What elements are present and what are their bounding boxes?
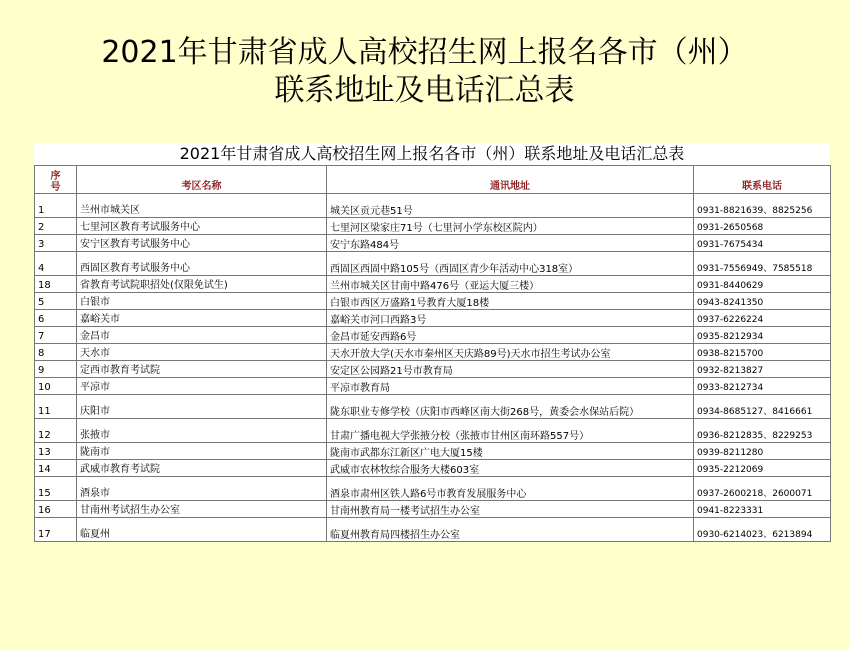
cell-seq: 17 <box>35 518 77 542</box>
cell-phone: 0931-8440629 <box>694 276 831 293</box>
table-row <box>35 419 831 443</box>
slide-title-line2: 联系地址及电话汇总表 <box>274 73 575 108</box>
cell-seq: 16 <box>35 501 77 518</box>
cell-address: 金昌市延安西路6号 <box>327 327 694 344</box>
cell-seq: 10 <box>35 378 77 395</box>
cell-phone: 0933-8212734 <box>694 378 831 395</box>
cell-seq: 7 <box>35 327 77 344</box>
cell-name: 张掖市 <box>77 419 327 443</box>
cell-phone: 0935-2212069 <box>694 460 831 477</box>
cell-seq: 8 <box>35 344 77 361</box>
cell-seq: 14 <box>35 460 77 477</box>
cell-address: 酒泉市肃州区铁人路6号市教育发展服务中心 <box>327 477 694 501</box>
cell-name: 省教育考试院职招处(仅限免试生) <box>77 276 327 293</box>
cell-address: 白银市西区万盛路1号教育大厦18楼 <box>327 293 694 310</box>
table-row <box>35 378 831 395</box>
table-row <box>35 361 831 378</box>
cell-seq: 2 <box>35 218 77 235</box>
table-row <box>35 518 831 542</box>
cell-address: 西固区西固中路105号（西固区青少年活动中心318室） <box>327 252 694 276</box>
table-row <box>35 460 831 477</box>
cell-phone: 0931-7556949、7585518 <box>694 252 831 276</box>
table-caption: 2021年甘肃省成人高校招生网上报名各市（州）联系地址及电话汇总表 <box>179 144 685 163</box>
slide-title <box>0 34 849 110</box>
slide-title-line1: 2021年甘肃省成人高校招生网上报名各市（州） <box>101 35 748 70</box>
table-row <box>35 344 831 361</box>
cell-address: 七里河区梁家庄71号（七里河小学东校区院内） <box>327 218 694 235</box>
cell-seq: 3 <box>35 235 77 252</box>
cell-phone: 0931-8821639、8825256 <box>694 194 831 218</box>
table-row <box>35 310 831 327</box>
table-header-row <box>35 166 831 194</box>
cell-name: 酒泉市 <box>77 477 327 501</box>
cell-seq: 5 <box>35 293 77 310</box>
cell-seq: 15 <box>35 477 77 501</box>
header-seq <box>35 166 77 194</box>
table-row <box>35 477 831 501</box>
cell-seq: 9 <box>35 361 77 378</box>
header-phone: 联系电话 <box>694 166 831 194</box>
cell-seq: 1 <box>35 194 77 218</box>
table-body <box>35 194 831 542</box>
cell-name: 天水市 <box>77 344 327 361</box>
table-row <box>35 235 831 252</box>
table-row <box>35 276 831 293</box>
cell-address: 陇东职业专修学校（庆阳市西峰区南大街268号，黄委会水保站后院） <box>327 395 694 419</box>
cell-phone: 0936-8212835、8229253 <box>694 419 831 443</box>
cell-phone: 0941-8223331 <box>694 501 831 518</box>
cell-phone: 0937-2600218、2600071 <box>694 477 831 501</box>
cell-seq: 11 <box>35 395 77 419</box>
table-row <box>35 252 831 276</box>
cell-phone: 0938-8215700 <box>694 344 831 361</box>
cell-address: 安宁东路484号 <box>327 235 694 252</box>
cell-name: 甘南州考试招生办公室 <box>77 501 327 518</box>
table-row <box>35 443 831 460</box>
cell-name: 武威市教育考试院 <box>77 460 327 477</box>
cell-address: 临夏州教育局四楼招生办公室 <box>327 518 694 542</box>
cell-name: 陇南市 <box>77 443 327 460</box>
contact-table-container <box>34 143 830 542</box>
cell-phone: 0939-8211280 <box>694 443 831 460</box>
cell-phone: 0934-8685127、8416661 <box>694 395 831 419</box>
cell-address: 陇南市武都东江新区广电大厦15楼 <box>327 443 694 460</box>
table-row <box>35 501 831 518</box>
cell-seq: 13 <box>35 443 77 460</box>
table-row <box>35 327 831 344</box>
cell-seq: 6 <box>35 310 77 327</box>
cell-address: 嘉峪关市河口西路3号 <box>327 310 694 327</box>
cell-seq: 18 <box>35 276 77 293</box>
cell-phone: 0943-8241350 <box>694 293 831 310</box>
cell-address: 天水开放大学(天水市秦州区天庆路89号)天水市招生考试办公室 <box>327 344 694 361</box>
cell-address: 城关区贡元巷51号 <box>327 194 694 218</box>
header-name: 考区名称 <box>77 166 327 194</box>
cell-name: 七里河区教育考试服务中心 <box>77 218 327 235</box>
contact-table <box>34 165 831 542</box>
cell-name: 安宁区教育考试服务中心 <box>77 235 327 252</box>
cell-name: 兰州市城关区 <box>77 194 327 218</box>
table-row <box>35 194 831 218</box>
cell-phone: 0930-6214023、6213894 <box>694 518 831 542</box>
cell-name: 白银市 <box>77 293 327 310</box>
cell-address: 安定区公园路21号市教育局 <box>327 361 694 378</box>
cell-address: 甘南州教育局一楼考试招生办公室 <box>327 501 694 518</box>
cell-phone: 0931-7675434 <box>694 235 831 252</box>
cell-address: 甘肃广播电视大学张掖分校（张掖市甘州区南环路557号） <box>327 419 694 443</box>
table-row <box>35 395 831 419</box>
cell-name: 嘉峪关市 <box>77 310 327 327</box>
cell-address: 兰州市城关区甘南中路476号（亚运大厦三楼） <box>327 276 694 293</box>
cell-name: 金昌市 <box>77 327 327 344</box>
cell-name: 临夏州 <box>77 518 327 542</box>
cell-phone: 0932-8213827 <box>694 361 831 378</box>
cell-name: 定西市教育考试院 <box>77 361 327 378</box>
table-row <box>35 218 831 235</box>
header-seq-line2: 号 <box>50 182 61 193</box>
cell-seq: 4 <box>35 252 77 276</box>
cell-phone: 0937-6226224 <box>694 310 831 327</box>
cell-phone: 0935-8212934 <box>694 327 831 344</box>
header-address: 通讯地址 <box>327 166 694 194</box>
header-seq-line1: 序 <box>50 171 61 182</box>
cell-name: 庆阳市 <box>77 395 327 419</box>
cell-address: 武威市农林牧综合服务大楼603室 <box>327 460 694 477</box>
cell-address: 平凉市教育局 <box>327 378 694 395</box>
table-row <box>35 293 831 310</box>
cell-seq: 12 <box>35 419 77 443</box>
cell-phone: 0931-2650568 <box>694 218 831 235</box>
cell-name: 平凉市 <box>77 378 327 395</box>
cell-name: 西固区教育考试服务中心 <box>77 252 327 276</box>
